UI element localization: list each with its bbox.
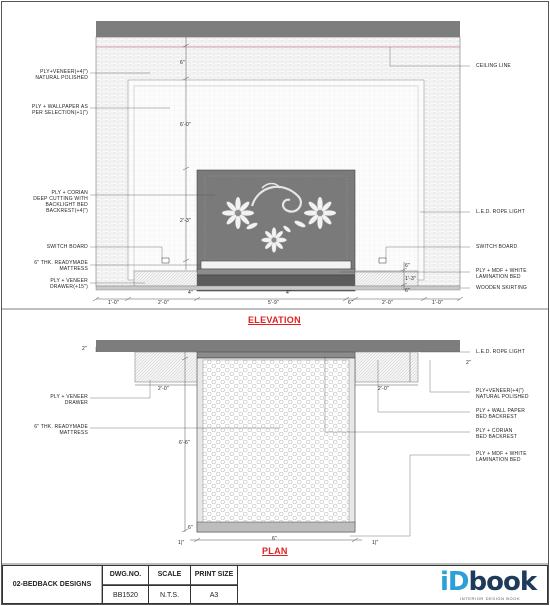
drawing-name: 02-BEDBACK DESIGNS: [12, 581, 92, 588]
dim-h-0: 1'-0": [108, 300, 119, 306]
label-ceiling-line: CEILING LINE: [476, 63, 511, 69]
label-corian-backrest: PLY + CORIAN DEEP CUTTING WITH BACKLIGHT BED BACKREST(+4|"): [33, 190, 88, 214]
plan-wall: [96, 340, 460, 352]
label-plan-mattress: 6" THK. READYMADE MATTRESS: [34, 424, 88, 436]
dim-v-0: 6": [180, 60, 185, 66]
plan-dim-7: 2": [82, 346, 87, 352]
mattress: [201, 261, 351, 269]
plan-view: [90, 340, 470, 542]
dim-v-2: 2'-3": [180, 218, 191, 224]
dim-h-2: 5'-9": [268, 300, 279, 306]
plan-bed-foot: [197, 522, 355, 532]
dwg-no-value: BB1520: [103, 585, 148, 605]
label-switch-board-left: SWITCH BOARD: [46, 244, 88, 250]
label-switch-board-right: SWITCH BOARD: [476, 244, 518, 250]
plan-backrest: [197, 352, 355, 358]
label-lamination-bed: PLY + MDF + WHITE LAMINATION BED: [476, 268, 527, 280]
plan-dim-8: 2": [466, 360, 471, 366]
dim-v-4: 1'-3": [405, 276, 416, 282]
ceiling-slab: [96, 21, 460, 37]
label-wooden-skirting: WOODEN SKIRTING: [476, 285, 527, 291]
label-mattress: 6" THK. READYMADE MATTRESS: [34, 260, 88, 272]
plan-dim-6: 1|": [372, 540, 379, 546]
elevation-view: [90, 21, 470, 301]
plan-dim-0: 2'-0": [158, 386, 169, 392]
dim-h-1: 2'-0": [158, 300, 169, 306]
drawer-left: [134, 271, 197, 286]
label-plan-led: L.E.D. ROPE LIGHT: [476, 349, 525, 355]
dim-h-4: 2'-0": [382, 300, 393, 306]
dim-b-0: 4": [188, 290, 193, 296]
lamination-bed: [197, 269, 355, 275]
elevation-title: ELEVATION: [248, 315, 301, 325]
switch-board-left: [162, 258, 169, 263]
dwg-no-label: DWG.NO.: [109, 571, 142, 578]
plan-mattress: [203, 360, 349, 528]
plan-dim-2: 6'-6": [179, 440, 190, 446]
print-size-label: PRINT SIZE: [194, 571, 234, 578]
dim-v-1: 6'-0": [180, 122, 191, 128]
dim-v-3: 6": [405, 263, 410, 269]
plan-dim-4: 6": [188, 525, 193, 531]
switch-board-right: [379, 258, 386, 263]
dim-h-5: 1'-0": [432, 300, 443, 306]
plan-drawer-right: [355, 352, 418, 382]
label-plan-veneer: PLY+VENEER(+4|") NATURAL POLISHED: [476, 388, 529, 400]
plan-dim-1: 2'-0": [378, 386, 389, 392]
dim-b-1: 4": [286, 290, 291, 296]
scale-cell: [148, 565, 190, 604]
label-wallpaper: PLY + WALLPAPER AS PER SELECTION(+1|"): [31, 104, 88, 116]
plan-dim-3: 6": [272, 536, 277, 542]
dwg-no-cell: [102, 565, 148, 604]
scale-label: SCALE: [157, 571, 182, 578]
idbook-logo: iDbook INTERIOR DESIGN BOOK: [440, 567, 537, 601]
label-plan-drawer: PLY + VENEER DRAWER: [50, 394, 88, 406]
label-plan-corian: PLY + CORIAN BED BACKREST: [476, 428, 518, 440]
plan-drawer-left: [135, 352, 198, 382]
print-size-value: A3: [191, 585, 237, 605]
plan-dim-5: 1|": [178, 540, 185, 546]
label-plan-lamination: PLY + MDF + WHITE LAMINATION BED: [476, 451, 527, 463]
print-size-cell: [190, 565, 238, 604]
dim-v-5: 6": [405, 288, 410, 294]
label-veneer-polished: PLY+VENEER(+4|") NATURAL POLISHED: [35, 69, 88, 81]
plan-title: PLAN: [262, 546, 288, 556]
label-drawer: PLY + VENEER DRAWER(+15"): [49, 278, 88, 290]
dim-h-3: 6": [348, 300, 353, 306]
scale-value: N.T.S.: [149, 585, 190, 605]
label-plan-wallpaper: PLY + WALL PAPER BED BACKREST: [476, 408, 526, 420]
label-led-rope-light: L.E.D. ROPE LIGHT: [476, 209, 525, 215]
